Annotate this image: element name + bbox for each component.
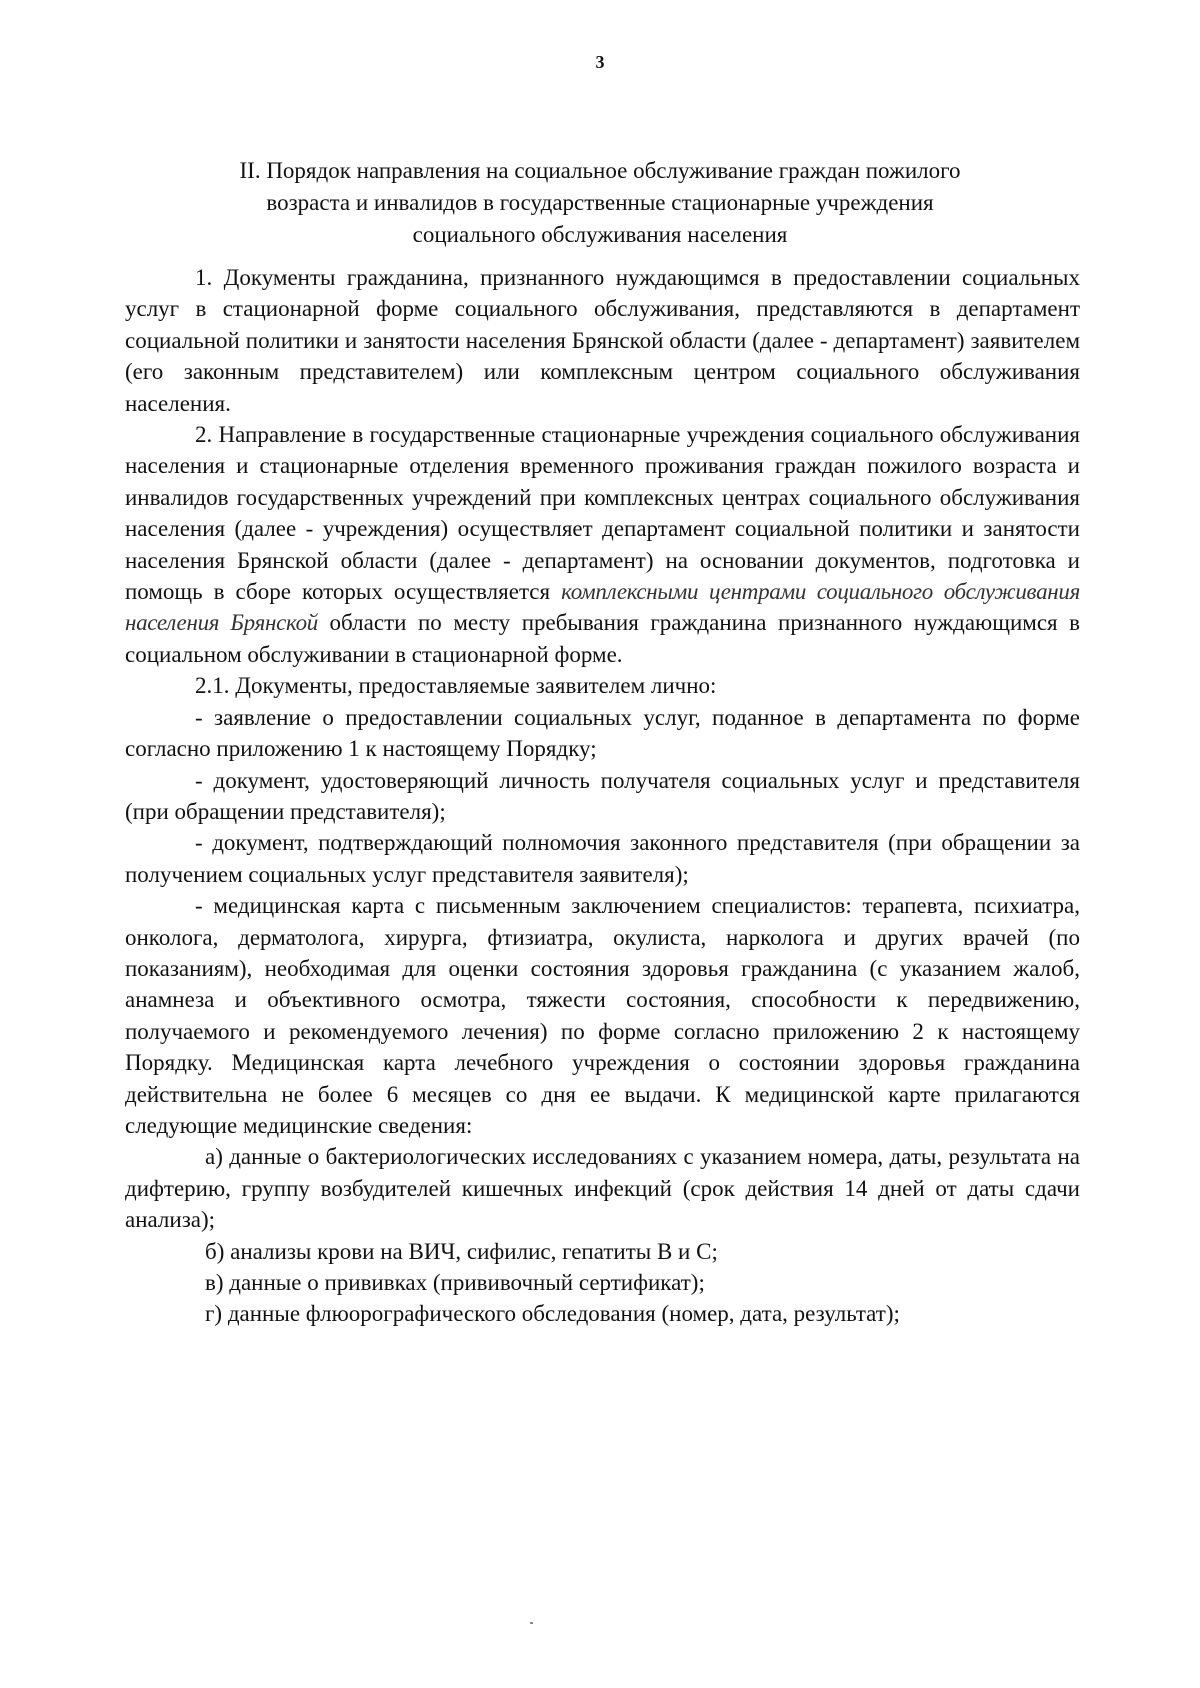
section-title	[150, 155, 1050, 251]
list-item-identity-document: - документ, удостоверяющий личность получателя социальных услуг и представителя (при обращении представителя);	[125, 767, 1080, 824]
sub-item-c: в) данные о прививках (прививочный сертификат);	[205, 1270, 705, 1295]
list-item-authority-document: - документ, подтверждающий полномочия законного представителя (при обращении за получением социальных услуг представителя заявителя);	[125, 830, 1080, 887]
sub-item-d: г) данные флюорографического обследования (номер, дата, результат);	[205, 1301, 900, 1327]
page-number: 3	[595, 52, 605, 72]
section-title-line: социального обслуживания населения	[412, 222, 788, 247]
section-title-line: II. Порядок направления на социальное обслуживание граждан пожилого	[239, 158, 961, 183]
paragraph-2-distorted-line: комплексными центрами социального обслуживания населения Брянской	[125, 579, 1080, 636]
sub-item-a: а) данные о бактериологических исследованиях с указанием номера, даты, результата на дифтерию, группу возбудителей кишечных инфекций (срок действия 14 дней от даты сдачи анализа);	[125, 1144, 1080, 1233]
document-body	[125, 262, 1080, 1330]
paragraph-2	[125, 419, 1080, 670]
list-item-application: - заявление о предоставлении социальных услуг, поданное в департамента по форме согласно приложению 1 к настоящему Порядку;	[125, 704, 1080, 762]
sub-item-b: б) анализы крови на ВИЧ, сифилис, гепатиты В и С;	[205, 1238, 718, 1264]
paragraph-2-tail: области по месту пребывания гражданина признанного нуждающимся в социальном обслуживании в стационарной форме.	[125, 610, 1081, 667]
scan-speck	[530, 1622, 533, 1624]
paragraph-1: 1. Документы гражданина, признанного нуждающимся в предоставлении социальных услуг в стационарной форме социального обслуживания, представляются в департамент социальной политики и занятости населения Брянской области (далее - департамент) заявителем (его законным представителем) или комплексным центром социального обслуживания населения.	[125, 265, 1080, 416]
list-item-medical-card: - медицинская карта с письменным заключением специалистов: терапевта, психиатра, онколога, дерматолога, хирурга, фтизиатра, окулиста, нарколога и других врачей (по показаниям), необходимая для оценки состояния здоровья гражданина (с указанием жалоб, анамнеза и объективного осмотра, тяжести состояния, способности к передвижению, получаемого и рекомендуемого лечения) по форме согласно приложению 2 к настоящему Порядку. Медицинская карта лечебного учреждения о состоянии здоровья гражданина действительна не более 6 месяцев со дня ее выдачи. К медицинской карте прилагаются следующие медицинские сведения:	[125, 893, 1080, 1138]
section-title-line: возраста и инвалидов в государственные стационарные учреждения	[266, 190, 934, 215]
paragraph-2-main: 2. Направление в государственные стационарные учреждения социального обслуживания населения и стационарные отделения временного проживания граждан пожилого возраста и инвалидов государственных учреждений при комплексных центрах социального обслуживания населения (далее - учреждения) осуществляет департамент социальной политики и занятости населения Брянской области (далее - департамент) на основании документов, подготовка и помощь в сборе которых осуществляется	[125, 422, 1080, 605]
paragraph-2-1: 2.1. Документы, предоставляемые заявителем лично:	[195, 673, 717, 699]
